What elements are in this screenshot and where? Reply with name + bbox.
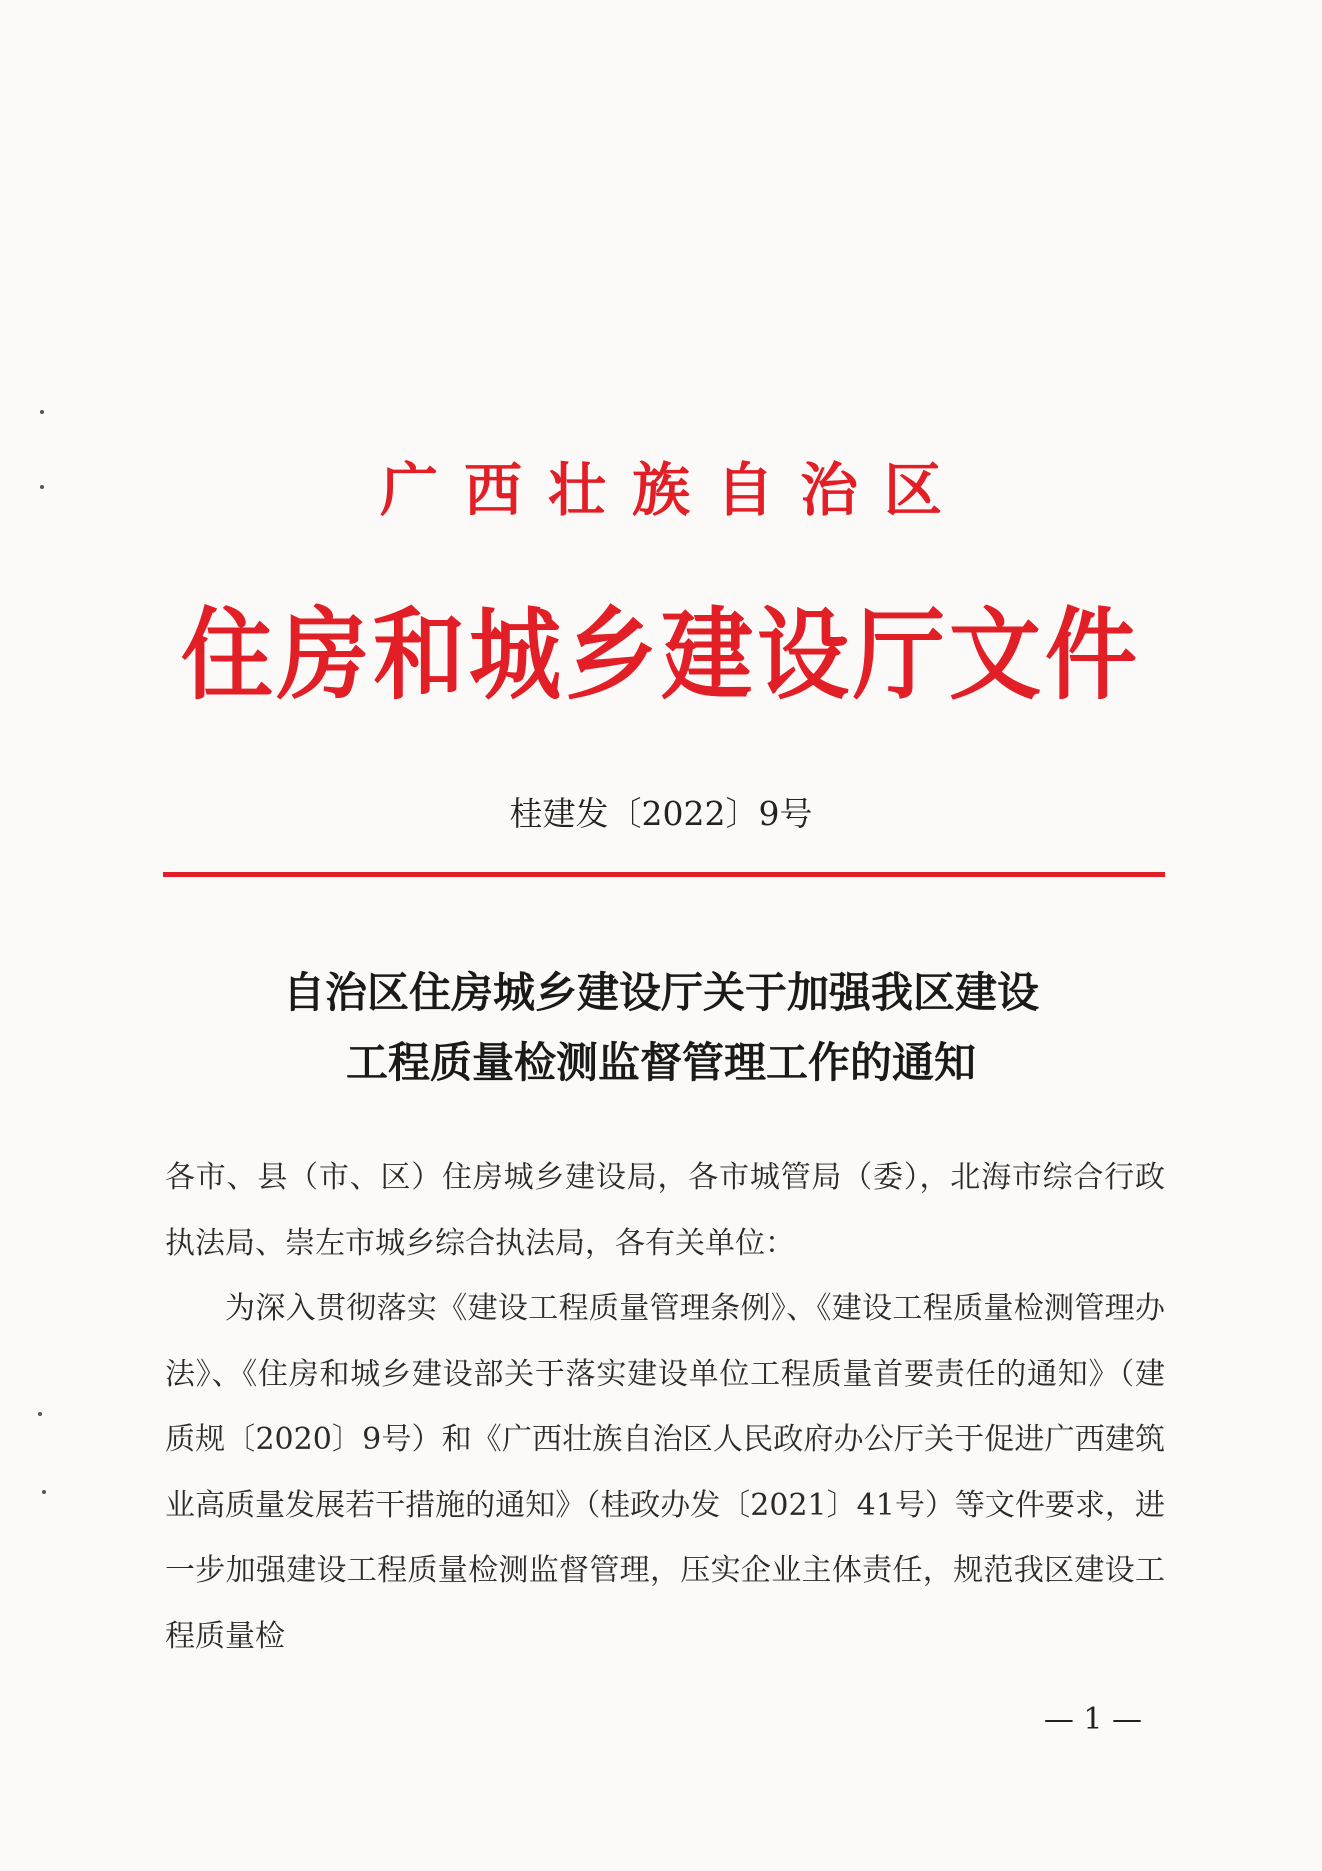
title-line-2: 工程质量检测监督管理工作的通知 — [345, 1038, 976, 1087]
document-body — [165, 1145, 1165, 1669]
document-title — [0, 958, 1322, 1098]
scan-speck — [42, 1490, 46, 1494]
page-number: — 1 — — [1043, 1702, 1142, 1737]
body-paragraph: 为深入贯彻落实《建设工程质量管理条例》、《建设工程质量检测管理办法》、《住房和城乡建设部关于落实建设单位工程质量首要责任的通知》（建质规〔2020〕9号）和《广西壮族自治区人民政府办公厅关于促进广西建筑业高质量发展若干措施的通知》（桂政办发〔2021〕41号）等文件要求，进一步加强建设工程质量检测监督管理，压实企业主体责任，规范我区建设工程质量检 — [165, 1291, 1165, 1654]
scan-speck — [40, 410, 44, 414]
scan-speck — [40, 485, 44, 489]
red-divider-line — [163, 872, 1165, 877]
document-number: 桂建发〔2022〕9号 — [509, 794, 813, 833]
addressee-paragraph: 各市、县（市、区）住房城乡建设局，各市城管局（委），北海市综合行政执法局、崇左市城乡综合执法局，各有关单位： — [165, 1160, 1165, 1261]
scan-speck — [38, 1412, 42, 1416]
issuer-document-header: 住房和城乡建设厅文件 — [180, 596, 1141, 714]
issuer-region: 广西壮族自治区 — [379, 456, 968, 524]
title-line-1: 自治区住房城乡建设厅关于加强我区建设 — [282, 968, 1039, 1017]
